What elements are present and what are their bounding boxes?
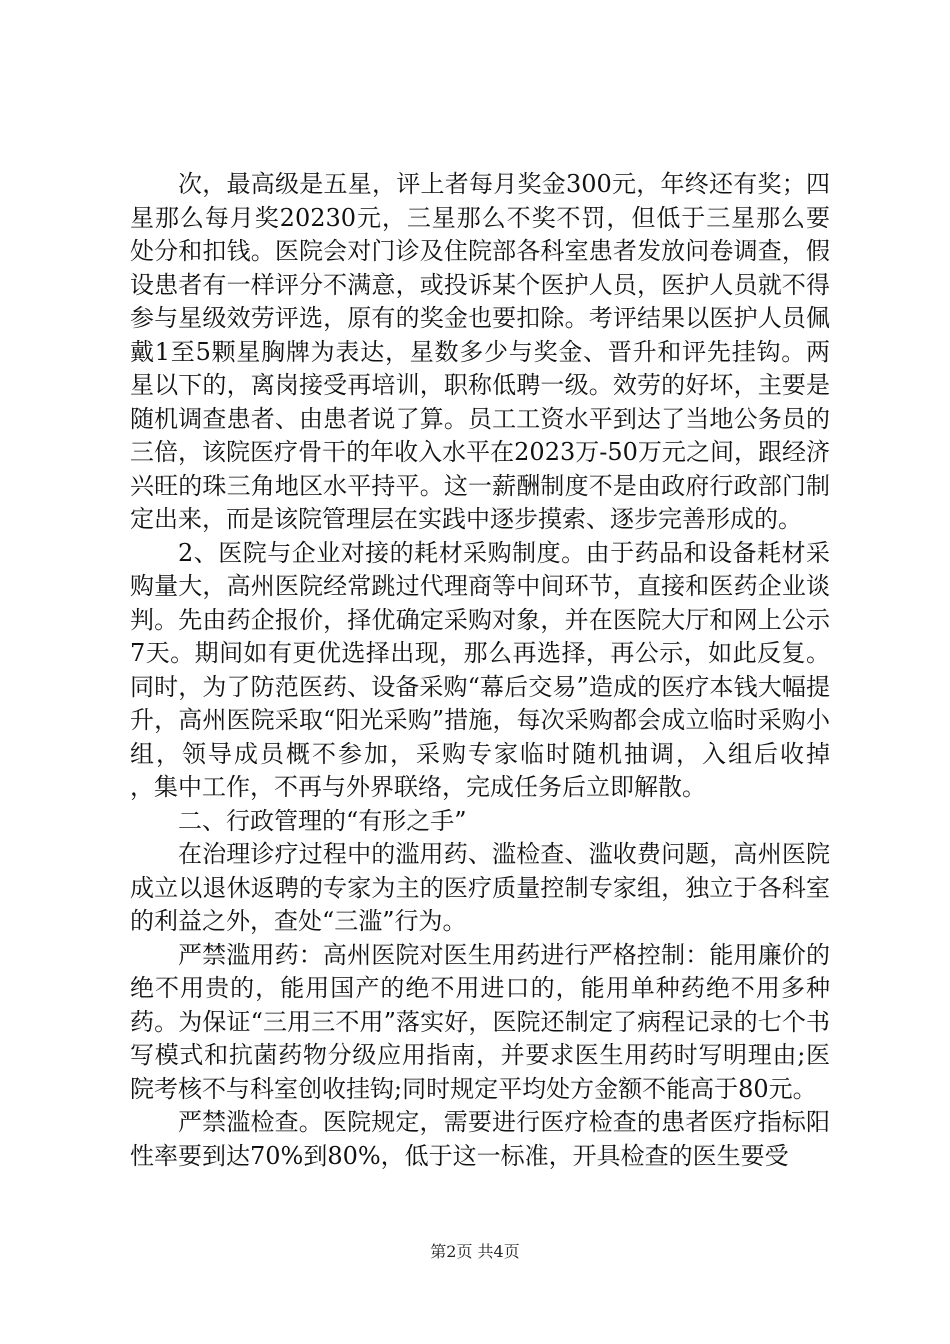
paragraph-exam-control: 严禁滥检查。医院规定，需要进行医疗检查的患者医疗指标阳性率要到达70%到80%，低于这一标准，开具检查的医生要受 (130, 1108, 830, 1170)
paragraph-drug-control: 严禁滥用药：高州医院对医生用药进行严格控制：能用廉价的绝不用贵的，能用国产的绝不用进口的，能用单种药绝不用多种药。为保证“三用三不用”落实好，医院还制定了病程记录的七个书写模式和抗菌药物分级应用指南，并要求医生用药时写明理由;医院考核不与科室创收挂钩;同时规定平均处方金额不能高于80元。 (130, 940, 830, 1103)
page-number-footer: 第2页 共4页 (430, 1242, 520, 1261)
paragraph-continuation: 次，最高级是五星，评上者每月奖金300元，年终还有奖；四星那么每月奖20230元，三星那么不奖不罚，但低于三星那么要处分和扣钱。医院会对门诊及住院部各科室患者发放问卷调查，假设患者有一样评分不满意，或投诉某个医护人员，医护人员就不得参与星级效劳评选，原有的奖金也要扣除。考评结果以医护人员佩戴1至5颗星胸牌为表达，星数多少与奖金、晋升和评先挂钩。两星以下的，离岗接受再培训，职称低聘一级。效劳的好坏，主要是随机调查患者、由患者说了算。员工工资水平到达了当地公务员的三倍，该院医疗骨干的年收入水平在2023万-50万元之间，跟经济兴旺的珠三角地区水平持平。这一薪酬制度不是由政府行政部门制定出来，而是该院管理层在实践中逐步摸索、逐步完善形成的。 (130, 170, 830, 533)
paragraph-quality-control: 在治理诊疗过程中的滥用药、滥检查、滥收费问题，高州医院成立以退休返聘的专家为主的医疗质量控制专家组，独立于各科室的利益之外，查处“三滥”行为。 (130, 840, 830, 935)
paragraph-procurement: 2、医院与企业对接的耗材采购制度。由于药品和设备耗材采购量大，高州医院经常跳过代理商等中间环节，直接和医药企业谈判。先由药企报价，择优确定采购对象，并在医院大厅和网上公示7天。期间如有更优选择出现，那么再选择，再公示，如此反复。同时，为了防范医药、设备采购“幕后交易”造成的医疗本钱大幅提升，高州医院采取“阳光采购”措施，每次采购都会成立临时采购小组，领导成员概不参加，采购专家临时随机抽调，入组后收掉 ，集中工作，不再与外界联络，完成任务后立即解散。 (130, 538, 878, 801)
section-heading: 二、行政管理的“有形之手” (178, 806, 467, 835)
document-body (130, 168, 878, 1173)
